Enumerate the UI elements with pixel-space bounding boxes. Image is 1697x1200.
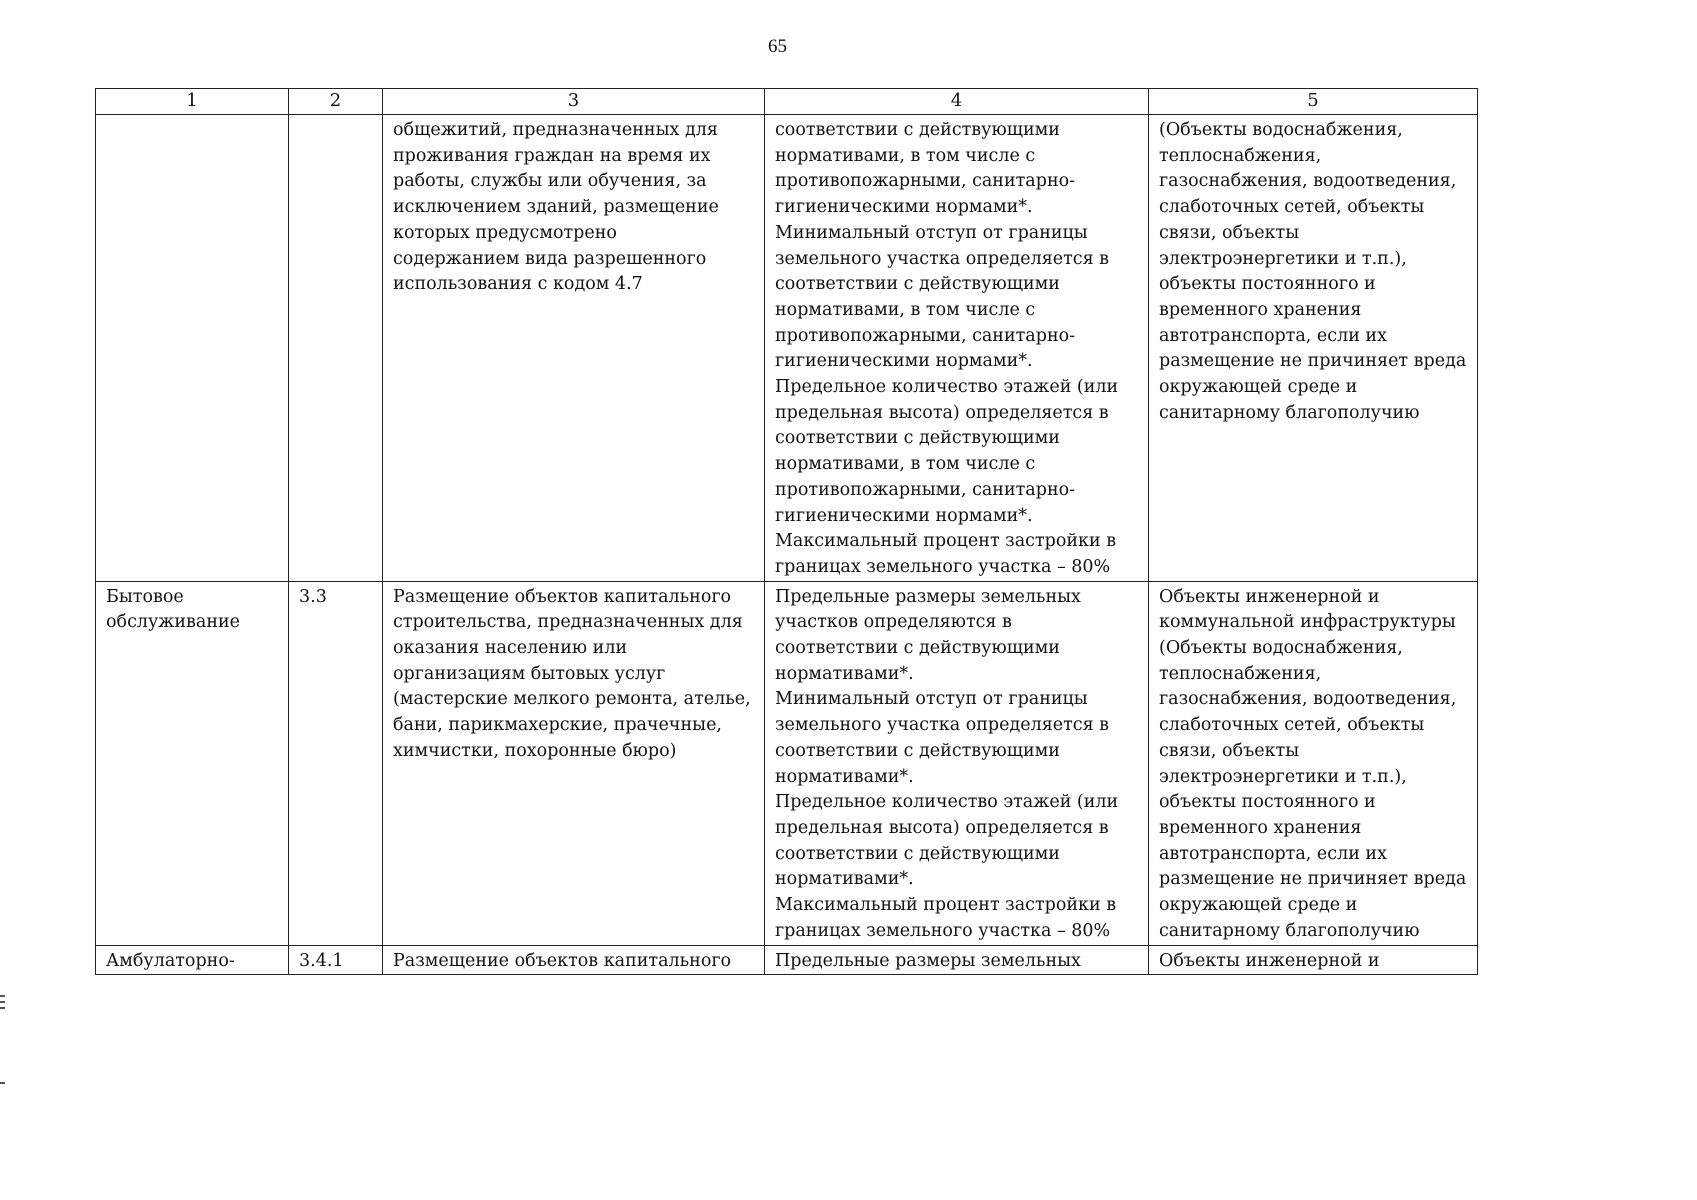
scan-mark bbox=[0, 995, 5, 997]
cell-description: Размещение объектов капитального строительства, предназначенных для оказания населению или организациям бытовых услуг (мастерские мелкого ремонта, ателье, бани, парикмахерские, прачечные, химчистки, похоронные бюро) bbox=[383, 581, 765, 945]
cell-parameters: соответствии с действующими нормативами, в том числе с противопожарными, санитарно- гигиеническими нормами*. Минимальный отступ от границы земельного участка определяется в соответствии с действующими нормативами, в том числе с противопожарными, санитарно- гигиеническими нормами*. Предельное количество этажей (или предельная высота) определяется в соответствии с действующими нормативами, в том числе с противопожарными, санитарно- гигиеническими нормами*. Максимальный процент застройки в границах земельного участка – 80% bbox=[765, 115, 1149, 582]
cell-code bbox=[289, 115, 383, 582]
column-header-4: 4 bbox=[765, 89, 1149, 115]
cell-description: Размещение объектов капитального bbox=[383, 945, 765, 975]
cell-name: Бытовое обслуживание bbox=[96, 581, 289, 945]
cell-parameters: Предельные размеры земельных bbox=[765, 945, 1149, 975]
cell-code: 3.3 bbox=[289, 581, 383, 945]
table-row bbox=[96, 581, 1478, 945]
table-row bbox=[96, 945, 1478, 975]
cell-code: 3.4.1 bbox=[289, 945, 383, 975]
cell-auxiliary: Объекты инженерной и bbox=[1149, 945, 1478, 975]
cell-name bbox=[96, 115, 289, 582]
cell-name: Амбулаторно- bbox=[96, 945, 289, 975]
column-header-2: 2 bbox=[289, 89, 383, 115]
cell-auxiliary: (Объекты водоснабжения, теплоснабжения, газоснабжения, водоотведения, слаботочных сетей, объекты связи, объекты электроэнергетики и т.п.), объекты постоянного и временного хранения автотранспорта, если их размещение не причиняет вреда окружающей среде и санитарному благополучию bbox=[1149, 115, 1478, 582]
column-header-3: 3 bbox=[383, 89, 765, 115]
cell-description: общежитий, предназначенных для проживания граждан на время их работы, службы или обучения, за исключением зданий, размещение которых предусмотрено содержанием вида разрешенного использования с кодом 4.7 bbox=[383, 115, 765, 582]
cell-parameters: Предельные размеры земельных участков определяются в соответствии с действующими нормативами*. Минимальный отступ от границы земельного участка определяется в соответствии с действующими нормативами*. Предельное количество этажей (или предельная высота) определяется в соответствии с действующими нормативами*. Максимальный процент застройки в границах земельного участка – 80% bbox=[765, 581, 1149, 945]
page-number: 65 bbox=[768, 36, 787, 57]
zoning-table bbox=[95, 88, 1478, 975]
scan-mark bbox=[0, 1007, 5, 1009]
column-header-5: 5 bbox=[1149, 89, 1478, 115]
header-row bbox=[96, 89, 1478, 115]
table-row bbox=[96, 115, 1478, 582]
column-header-1: 1 bbox=[96, 89, 289, 115]
scan-mark bbox=[0, 1082, 5, 1084]
cell-auxiliary: Объекты инженерной и коммунальной инфраструктуры (Объекты водоснабжения, теплоснабжения, газоснабжения, водоотведения, слаботочных сетей, объекты связи, объекты электроэнергетики и т.п.), объекты постоянного и временного хранения автотранспорта, если их размещение не причиняет вреда окружающей среде и санитарному благополучию bbox=[1149, 581, 1478, 945]
scan-mark bbox=[0, 1001, 5, 1003]
